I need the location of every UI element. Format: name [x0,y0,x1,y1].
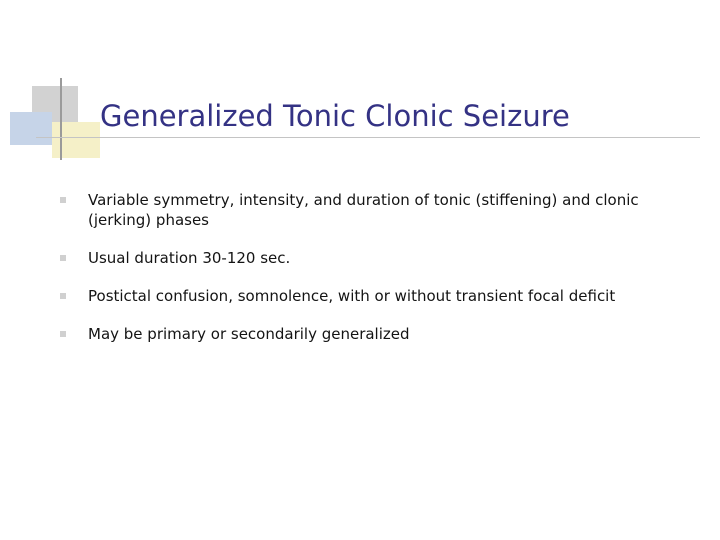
bullet-text: Variable symmetry, intensity, and duration of tonic (stiffening) and clonic (jerking) phases [88,191,639,229]
square-bullet-icon [60,293,66,299]
bullet-item [60,190,660,230]
bullet-text: Usual duration 30-120 sec. [88,249,291,267]
slide-title: Generalized Tonic Clonic Seizure [100,99,570,133]
bullet-list [60,190,660,362]
square-bullet-icon [60,197,66,203]
square-bullet-icon [60,331,66,337]
decorative-vertical-line [60,78,62,160]
bullet-item [60,324,660,344]
title-divider-line [36,137,700,138]
square-bullet-icon [60,255,66,261]
bullet-text: May be primary or secondarily generalized [88,325,410,343]
decorative-blue-block [10,112,52,145]
bullet-item [60,286,660,306]
bullet-text: Postictal confusion, somnolence, with or without transient focal deficit [88,287,616,305]
bullet-item [60,248,660,268]
